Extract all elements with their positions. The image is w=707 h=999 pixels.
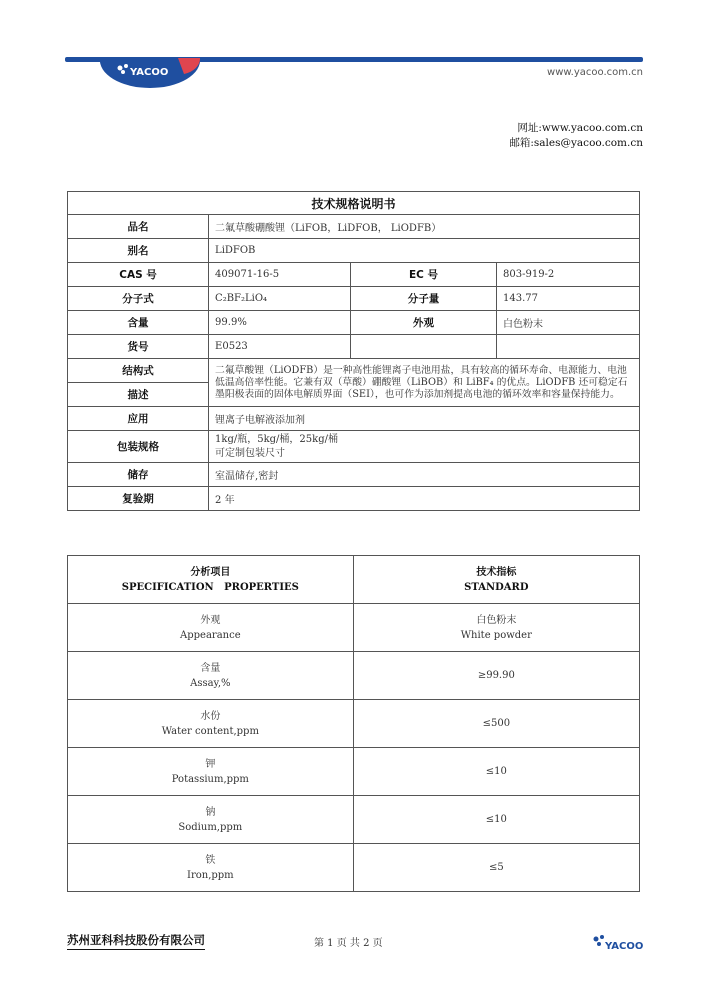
- head-left-en: SPECIFICATION PROPERTIES: [121, 581, 299, 593]
- property-en: Appearance: [180, 629, 241, 641]
- standard-cell: ≤10: [353, 748, 639, 796]
- property-cell: [68, 652, 354, 700]
- standard-en: White powder: [460, 629, 532, 641]
- analysis-table: [67, 555, 640, 892]
- property-cell: [68, 796, 354, 844]
- property-cn: 钾: [205, 758, 216, 770]
- property-cn: 钠: [205, 806, 216, 818]
- item-no-value: E0523: [209, 335, 351, 359]
- alias-label: 别名: [68, 239, 209, 263]
- footer-company: 苏州亚科科技股份有限公司: [67, 932, 205, 950]
- table-row: [68, 748, 640, 796]
- property-en: Potassium,ppm: [171, 773, 249, 785]
- head-left-cn: 分析项目: [190, 566, 231, 578]
- empty-cell: [497, 335, 640, 359]
- standard-cell: ≤10: [353, 796, 639, 844]
- site-url: www.yacoo.com.cn: [547, 67, 643, 78]
- retest-value: 2 年: [209, 487, 640, 511]
- standard-cn: 白色粉末: [476, 614, 517, 626]
- content-value: 99.9%: [209, 311, 351, 335]
- standard-cell: ≥99.90: [353, 652, 639, 700]
- application-value: 锂离子电解液添加剂: [209, 407, 640, 431]
- packing-value: [209, 431, 640, 463]
- property-cell: [68, 844, 354, 892]
- property-cn: 含量: [200, 662, 221, 674]
- table-row: [68, 604, 640, 652]
- content-label: 含量: [68, 311, 209, 335]
- property-en: Water content,ppm: [161, 725, 259, 737]
- website-line: 网址:www.yacoo.com.cn: [517, 122, 643, 134]
- application-label: 应用: [68, 407, 209, 431]
- property-cn: 水份: [200, 710, 221, 722]
- description-line-3: 墨阳极表面的固体电解质界面（SEI），也可作为添加剂提高电池的循环效率和容量保持能力。: [215, 388, 620, 400]
- retest-label: 复验期: [68, 487, 209, 511]
- yacoo-logo: [100, 58, 200, 90]
- mw-value: 143.77: [497, 287, 640, 311]
- table-row: [68, 652, 640, 700]
- email-line: 邮箱:sales@yacoo.com.cn: [509, 137, 643, 149]
- storage-value: 室温储存,密封: [209, 463, 640, 487]
- spec-title: 技术规格说明书: [68, 192, 640, 215]
- description-text: [215, 365, 633, 401]
- description-line-2: 低温高倍率性能。它兼有双（草酸）硼酸锂（LiBOB）和 LiBF₄ 的优点。LiODFB 还可稳定石: [215, 376, 628, 388]
- standard-cell: [353, 604, 639, 652]
- product-name-value: 二氟草酸硼酸锂（LiFOB，LiDFOB， LiODFB）: [209, 215, 640, 239]
- ec-value: 803-919-2: [497, 263, 640, 287]
- appearance-label: 外观: [351, 311, 497, 335]
- brand-text: YACOO: [130, 67, 169, 78]
- property-en: Assay,%: [190, 677, 231, 689]
- product-name-label: 品名: [68, 215, 209, 239]
- appearance-value: 白色粉末: [497, 311, 640, 335]
- cas-label: CAS 号: [68, 263, 209, 287]
- alias-value: LiDFOB: [209, 239, 640, 263]
- table-row: [68, 700, 640, 748]
- property-en: Sodium,ppm: [178, 821, 243, 833]
- property-cell: [68, 748, 354, 796]
- property-cell: [68, 604, 354, 652]
- description-line-1: 二氟草酸锂（LiODFB）是一种高性能锂离子电池用盐，具有较高的循环寿命、电源能力、电池: [215, 364, 627, 376]
- cas-value: 409071-16-5: [209, 263, 351, 287]
- property-cell: [68, 700, 354, 748]
- formula-value: C₂BF₂LiO₄: [209, 287, 351, 311]
- empty-cell: [351, 335, 497, 359]
- property-cn: 铁: [205, 854, 216, 866]
- table-row: [68, 844, 640, 892]
- head-right-en: STANDARD: [464, 581, 529, 593]
- property-en: Iron,ppm: [187, 869, 234, 881]
- formula-label: 分子式: [68, 287, 209, 311]
- item-no-label: 货号: [68, 335, 209, 359]
- table-row: [68, 796, 640, 844]
- footer-brand-text: YACOO: [605, 941, 644, 952]
- description-label: 描述: [68, 383, 209, 407]
- packing-line-2: 可定制包装尺寸: [215, 447, 286, 459]
- footer-page-number: 第 1 页 共 2 页: [314, 938, 383, 949]
- property-cn: 外观: [200, 614, 221, 626]
- ec-label: EC 号: [351, 263, 497, 287]
- footer-yacoo-logo: [592, 934, 644, 956]
- mw-label: 分子量: [351, 287, 497, 311]
- structure-label: 结构式: [68, 359, 209, 383]
- standard-cell: ≤500: [353, 700, 639, 748]
- head-right-cn: 技术指标: [476, 566, 517, 578]
- packing-line-1: 1kg/瓶，5kg/桶，25kg/桶: [215, 433, 338, 445]
- analysis-head-right: [353, 556, 639, 604]
- standard-cell: ≤5: [353, 844, 639, 892]
- storage-label: 储存: [68, 463, 209, 487]
- contact-block: [509, 121, 643, 151]
- packing-label: 包装规格: [68, 431, 209, 463]
- description-cell: [209, 359, 640, 407]
- analysis-head-left: [68, 556, 354, 604]
- spec-table: [67, 191, 640, 511]
